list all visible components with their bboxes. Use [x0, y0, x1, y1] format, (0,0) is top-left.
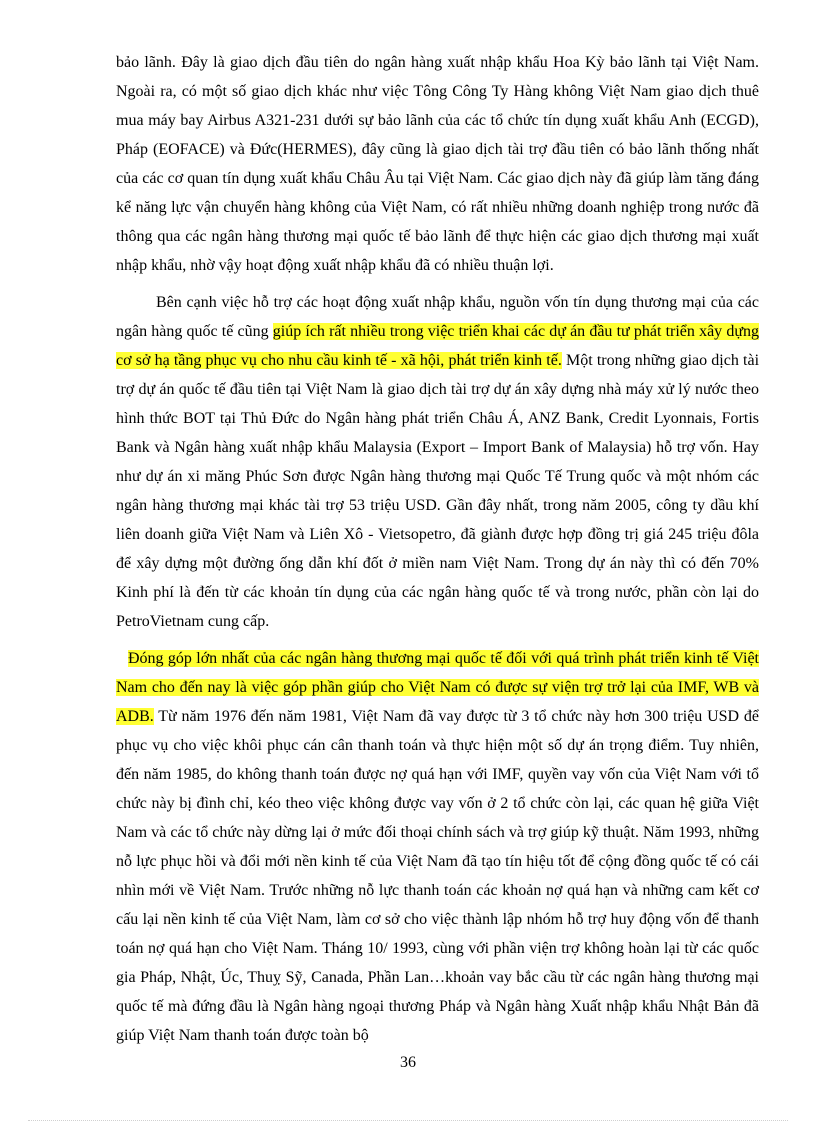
- bottom-divider: [28, 1120, 788, 1121]
- paragraph-2: [116, 288, 759, 636]
- paragraph-1: [116, 48, 759, 280]
- paragraph-1-text: bảo lãnh. Đây là giao dịch đầu tiên do ngân hàng xuất nhập khẩu Hoa Kỳ bảo lãnh tại Việt Nam. Ngoài ra, có một số giao dịch khác như việc Tông Công Ty Hàng không Việt Nam giao dịch thuê mua máy bay Airbus A321-231 dưới sự bảo lãnh của các tổ chức tín dụng xuất khẩu Anh (ECGD), Pháp (EOFACE) và Đức(HERMES), đây cũng là giao dịch tài trợ đầu tiên có bảo lãnh thống nhất của các cơ quan tín dụng xuất khẩu Châu Âu tại Việt Nam. Các giao dịch này đã giúp làm tăng đáng kể năng lực vận chuyển hàng không của Việt Nam, có rất nhiều những doanh nghiệp trong nước đã thông qua các ngân hàng thương mại quốc tế bảo lãnh để thực hiện các giao dịch thương mại xuất nhập khẩu, nhờ vậy hoạt động xuất nhập khẩu đã có nhiều thuận lợi.: [116, 54, 759, 274]
- paragraph-3-highlight: Đóng góp lớn nhất của các ngân hàng thương mại quốc tế đối với quá trình phát triển kinh tế Việt Nam cho đến nay là việc góp phần giúp cho Việt Nam có được sự viện trợ trở lại của IMF, WB và ADB.: [116, 650, 759, 725]
- body-text: [116, 48, 759, 1058]
- page-number: 36: [400, 1054, 416, 1071]
- paragraph-2-text-b: Một trong những giao dịch tài trợ dự án quốc tế đầu tiên tại Việt Nam là giao dịch tài trợ dự án xây dựng nhà máy xử lý nước theo hình thức BOT tại Thủ Đức do Ngân hàng phát triển Châu Á, ANZ Bank, Credit Lyonnais, Fortis Bank và Ngân hàng xuất nhập khẩu Malaysia (Export – Import Bank of Malaysia) hỗ trợ vốn. Hay như dự án xi măng Phúc Sơn được Ngân hàng thương mại Quốc Tế Trung quốc và một nhóm các ngân hàng thương mại khác tài trợ 53 triệu USD. Gần đây nhất, trong năm 2005, công ty dầu khí liên doanh giữa Việt Nam và Liên Xô - Vietsopetro, đã giành được hợp đồng trị giá 245 triệu đôla để xây dựng một đường ống dẫn khí đốt ở miền nam Việt Nam. Trong dự án này thì có đến 70% Kinh phí là đến từ các khoản tín dụng của các ngân hàng quốc tế và trong nước, phần còn lại do PetroVietnam cung cấp.: [116, 352, 760, 630]
- paragraph-3-text: Từ năm 1976 đến năm 1981, Việt Nam đã vay được từ 3 tổ chức này hơn 300 triệu USD để phục vụ cho việc khôi phục cán cân thanh toán và thực hiện một số dự án trọng điểm. Tuy nhiên, đến năm 1985, do không thanh toán được nợ quá hạn với IMF, quyền vay vốn của Việt Nam với tổ chức này bị đình chỉ, kéo theo việc không được vay vốn ở 2 tổ chức còn lại, các quan hệ giữa Việt Nam và các tổ chức này dừng lại ở mức đối thoại chính sách và trợ giúp kỹ thuật. Năm 1993, những nỗ lực phục hồi và đổi mới nền kinh tế của Việt Nam đã tạo tín hiệu tốt để cộng đồng quốc tế có cái nhìn mới về Việt Nam. Trước những nỗ lực thanh toán các khoản nợ quá hạn và những cam kết cơ cấu lại nền kinh tế của Việt Nam, làm cơ sở cho việc thành lập nhóm hỗ trợ huy động vốn để thanh toán nợ quá hạn cho Việt Nam. Tháng 10/ 1993, cùng với phần viện trợ không hoàn lại từ các quốc gia Pháp, Nhật, Úc, Thuỵ Sỹ, Canada, Phần Lan…khoản vay bắc cầu từ các ngân hàng thương mại quốc tế mà đứng đầu là Ngân hàng ngoại thương Pháp và Ngân hàng Xuất nhập khẩu Nhật Bản đã giúp Việt Nam thanh toán được toàn bộ: [116, 708, 759, 1044]
- paragraph-2-highlight: giúp ích rất nhiều trong việc triển khai các dự án đầu tư phát triển xây dựng cơ sở hạ tầng phục vụ cho nhu cầu kinh tế - xã hội, phát triển kinh tế.: [116, 323, 760, 369]
- paragraph-3: [116, 644, 759, 1050]
- paragraph-2-text-a: Bên cạnh việc hỗ trợ các hoạt động xuất nhập khẩu, nguồn vốn tín dụng thương mại của các ngân hàng quốc tế cũng: [116, 294, 759, 340]
